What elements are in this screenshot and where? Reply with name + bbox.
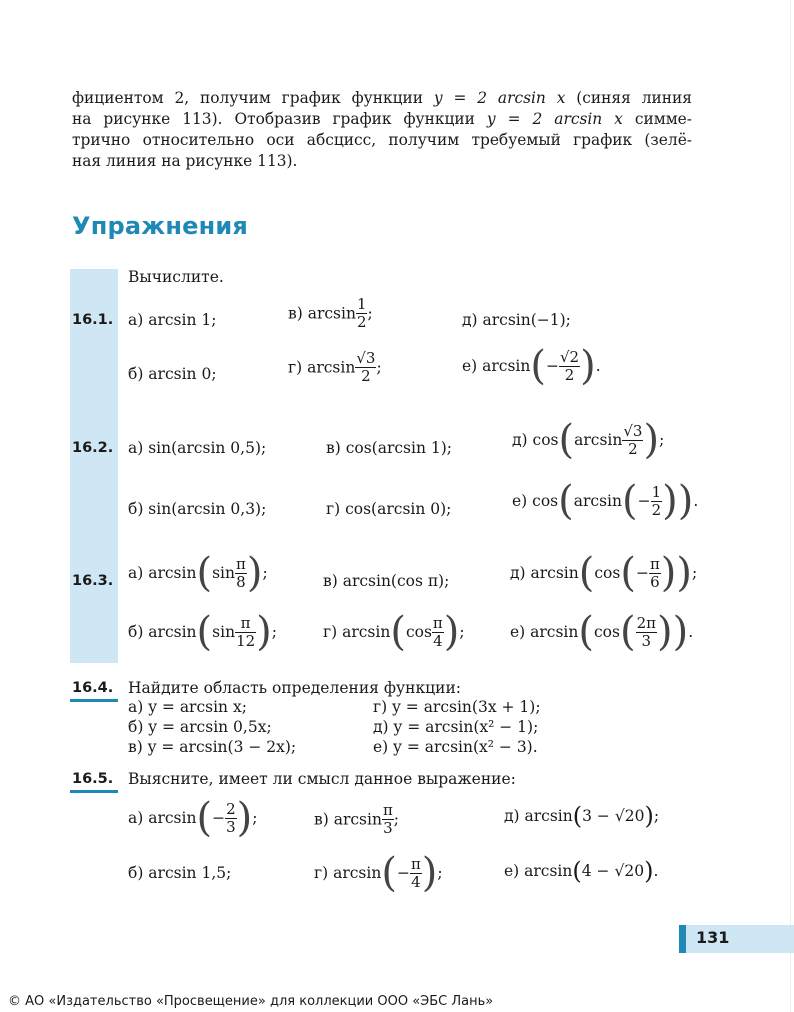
ex16-4-e: е) y = arcsin(x² − 3). [373, 738, 538, 756]
ex16-3-v: в) arcsin(cos π); [323, 572, 450, 590]
page-number-marker [679, 925, 686, 953]
ex16-3-number: 16.3. [72, 573, 114, 589]
copyright-footer: © АО «Издательство «Просвещение» для коллекции ООО «ЭБС Лань» [8, 994, 494, 1009]
ex16-4-instruction: Найдите область определения функции: [128, 679, 461, 697]
intro-line-3: трично относительно оси абсцисс, получим требуемый график (зелё- [72, 131, 692, 149]
ex16-5-d: д) arcsin(3 − √20); [504, 802, 660, 830]
fraction: $\frac{1}{2}$ [651, 482, 662, 519]
ex16-3-e: е) arcsin(cos( $\frac{2\pi}{3}$ )). [510, 609, 694, 655]
ex16-1-d: д) arcsin(−1); [462, 311, 571, 329]
intro-line-1: фициентом 2, получим график функции y = 2 arcsin x (синяя линия [72, 89, 692, 107]
fraction: $\frac{1}{2}$ [356, 295, 367, 331]
ex16-1-g: г) arcsin $\frac{√3}{2}$ ; [288, 349, 382, 385]
intro-paragraph [72, 88, 692, 172]
ex16-5-a: а) arcsin(− $\frac{2}{3}$ ); [128, 795, 258, 841]
fraction: $\frac{\pi}{4}$ [432, 613, 443, 650]
fraction: $\frac{2\pi}{3}$ [636, 613, 656, 650]
ex16-1-b: б) arcsin 0; [128, 365, 217, 383]
ex16-3-g: г) arcsin(cos $\frac{\pi}{4}$ ); [323, 609, 465, 655]
section-title: Упражнения [72, 212, 249, 240]
ex16-4-underline [70, 699, 118, 702]
ex16-2-a: а) sin(arcsin 0,5); [128, 439, 267, 457]
fraction: $\frac{√3}{2}$ [356, 349, 376, 385]
ex16-4-d: д) y = arcsin(x² − 1); [373, 718, 539, 736]
exercise-number-column [70, 269, 118, 663]
ex16-2-number: 16.2. [72, 440, 114, 456]
ex16-2-v: в) cos(arcsin 1); [326, 439, 452, 457]
ex16-4-a: а) y = arcsin x; [128, 698, 247, 716]
ex16-5-g: г) arcsin(− $\frac{\pi}{4}$ ); [314, 850, 443, 896]
fraction: $\frac{\pi}{6}$ [649, 554, 660, 591]
ex16-2-e: е) cos(arcsin(− $\frac{1}{2}$ )). [512, 478, 699, 524]
ex16-3-b: б) arcsin(sin $\frac{\pi}{12}$ ); [128, 609, 277, 655]
ex16-1-number: 16.1. [72, 312, 114, 328]
intro-line-4: ная линия на рисунке 113). [72, 152, 298, 170]
ex16-4-b: б) y = arcsin 0,5x; [128, 718, 272, 736]
fraction: $\frac{\pi}{3}$ [382, 801, 393, 837]
fraction: $\frac{2}{3}$ [226, 799, 236, 836]
ex16-3-d: д) arcsin(cos(− $\frac{\pi}{6}$ )); [510, 550, 698, 596]
ex16-3-a: а) arcsin(sin $\frac{\pi}{8}$ ); [128, 550, 268, 596]
ex16-4-number: 16.4. [72, 680, 114, 696]
ex16-1-instruction: Вычислите. [128, 268, 224, 286]
ex16-2-b: б) sin(arcsin 0,3); [128, 500, 267, 518]
ex16-1-e: е) arcsin(− $\frac{√2}{2}$ ). [462, 343, 601, 389]
ex16-5-e: е) arcsin(4 − √20). [504, 857, 659, 885]
ex16-1-a: а) arcsin 1; [128, 311, 217, 329]
fraction: $\frac{\pi}{12}$ [236, 613, 256, 650]
fraction: $\frac{\pi}{8}$ [235, 554, 246, 591]
ex16-5-number: 16.5. [72, 771, 114, 787]
ex16-5-v: в) arcsin $\frac{\pi}{3}$ ; [314, 801, 400, 837]
ex16-2-g: г) cos(arcsin 0); [326, 500, 452, 518]
ex16-5-b: б) arcsin 1,5; [128, 864, 232, 882]
ex16-1-v: в) arcsin $\frac{1}{2}$ ; [288, 295, 373, 331]
page-edge [790, 0, 791, 1012]
fraction: $\frac{√2}{2}$ [559, 347, 580, 384]
fraction: $\frac{\pi}{4}$ [410, 854, 421, 891]
intro-line-2: на рисунке 113). Отобразив график функции y = 2 arcsin x симме- [72, 110, 692, 128]
ex16-5-instruction: Выясните, имеет ли смысл данное выражение: [128, 770, 516, 788]
ex16-4-v: в) y = arcsin(3 − 2x); [128, 738, 297, 756]
ex16-5-underline [70, 790, 118, 793]
ex16-4-g: г) y = arcsin(3x + 1); [373, 698, 541, 716]
fraction: $\frac{√3}{2}$ [623, 421, 643, 458]
ex16-2-d: д) cos(arcsin $\frac{√3}{2}$ ); [512, 417, 665, 463]
page-number: 131 [696, 928, 730, 947]
